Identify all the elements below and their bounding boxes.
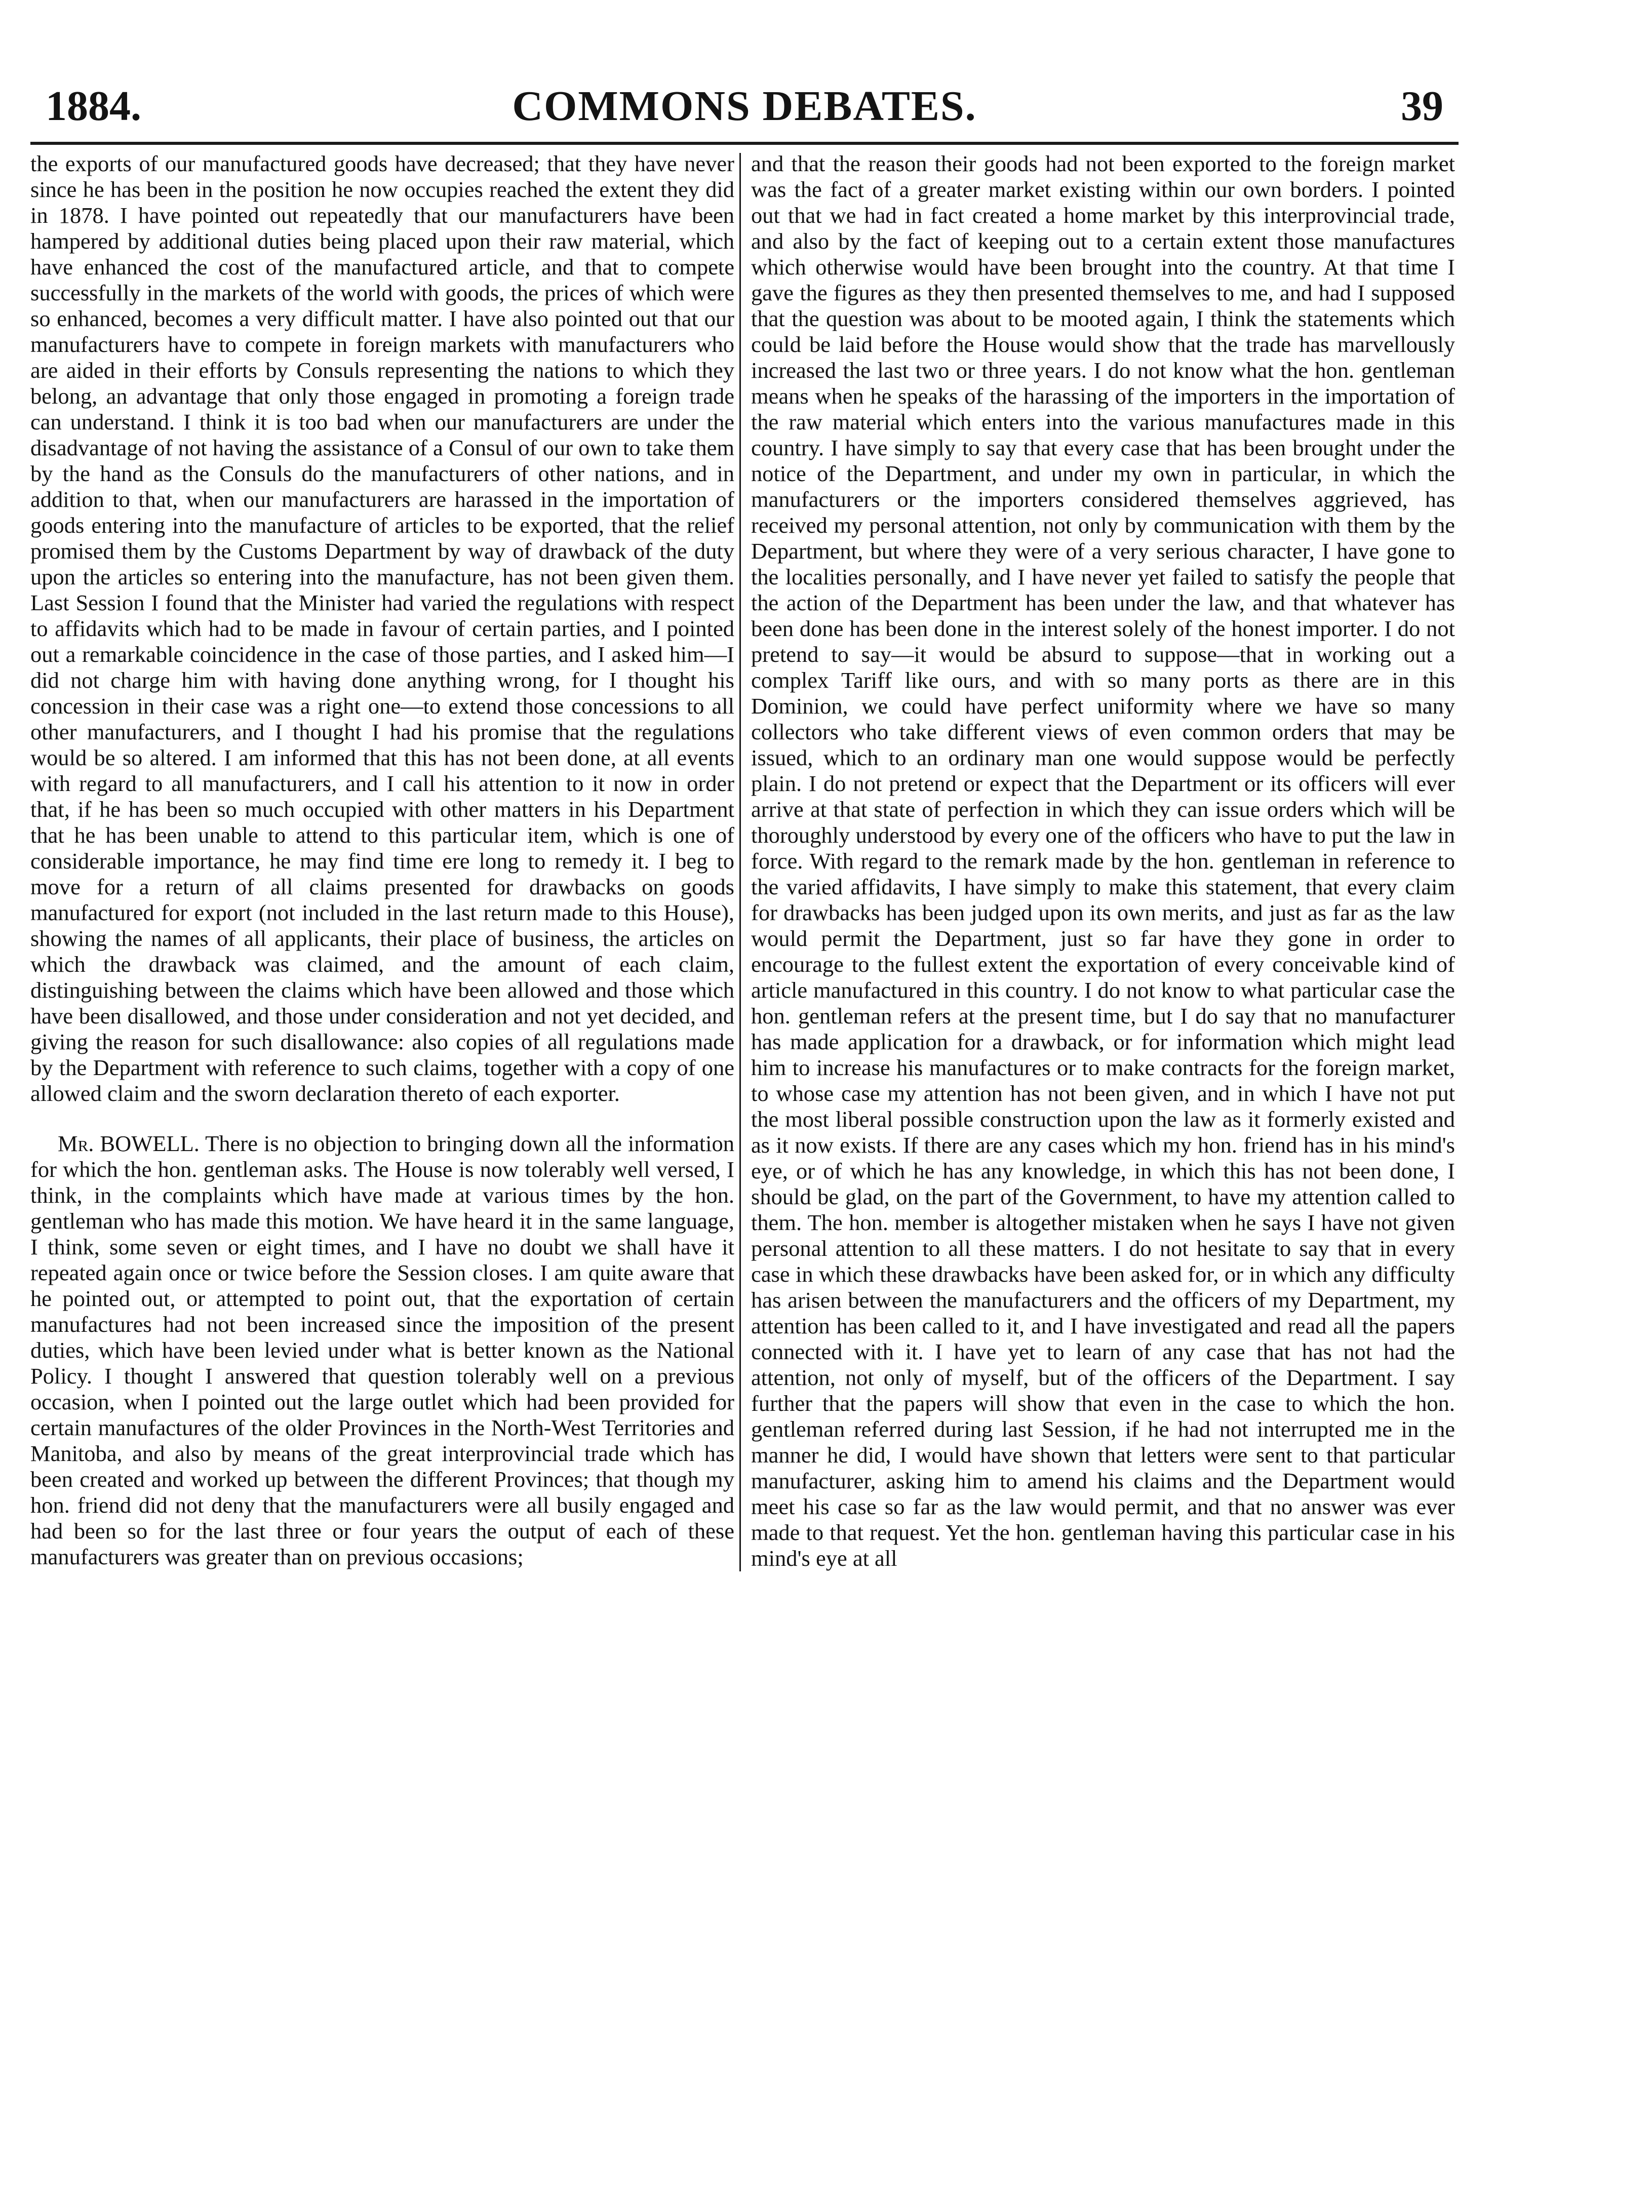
speech-text: There is no objection to bringing down all the information for which the hon. gentleman asks. The House is now tolerably well versed, I think, in the complaints which have made at various times by the hon. gentleman who has made this motion. We have heard it in the same language, I think, some seven or eight times, and I have no doubt we shall have it repeated again once or twice before the Session closes. I am quite aware that he pointed out, or attempted to point out, that the exportation of certain manufactures had not been increased since the imposition of the present duties, which have been levied under what is better known as the National Policy. I thought I answered that question tolerably well on a previous occasion, when I pointed out the large outlet which had been provided for certain manufactures of the older Provinces in the North-West Territories and Manitoba, and also by means of the great interprovincial trade which has been created and worked up between the different Provinces; that though my hon. friend did not deny that the manufacturers were all busily engaged and had been so for the last three or four years the output of each of these manufacturers was greater than on previous occasions; [30, 1131, 734, 1569]
speaker-name: Mr. BOWELL. [58, 1131, 200, 1156]
page-header [30, 76, 1459, 145]
left-paragraph-bowell [30, 1131, 734, 1570]
page-number: 39 [1401, 83, 1443, 130]
document-page [30, 76, 1459, 1571]
left-paragraph-motion: the exports of our manufactured goods have decreased; that they have never since he has been in the position he now occupies reached the extent they did in 1878. I have pointed out repeatedly that our manufacturers have been hampered by additional duties being placed upon their raw material, which have enhanced the cost of the manufactured article, and that to compete successfully in the markets of the world with goods, the prices of which were so enhanced, becomes a very difficult matter. I have also pointed out that our manufacturers have to compete in foreign markets with manufacturers who are aided in their efforts by Consuls representing the nations to which they belong, an advantage that only those engaged in promoting a foreign trade can understand. I think it is too bad when our manufacturers are under the disadvantage of not having the assistance of a Consul of our own to take them by the hand as the Consuls do the manufacturers of other nations, and in addition to that, when our manufacturers are harassed in the importation of goods entering into the manufacture of articles to be exported, that the relief promised them by the Customs Department by way of drawback of the duty upon the articles so entering into the manufacture, has not been given them. Last Session I found that the Minister had varied the regulations with respect to affidavits which had to be made in favour of certain parties, and I pointed out a remarkable coincidence in the case of those parties, and I asked him—I did not charge him with having done anything wrong, for I thought his concession in their case was a right one—to extend those concessions to all other manufacturers, and I thought I had his promise that the regulations would be so altered. I am informed that this has not been done, at all events with regard to all manufacturers, and I call his attention to it now in order that, if he has been so much occupied with other matters in his Department that he has been unable to attend to this particular item, which is one of considerable importance, he may find time ere long to remedy it. I beg to move for a return of all claims presented for drawbacks on goods manufactured for export (not included in the last return made to this House), showing the names of all applicants, their place of business, the articles on which the drawback was claimed, and the amount of each claim, distinguishing between the claims which have been allowed and those which have been disallowed, and those under consideration and not yet decided, and giving the reason for such disallowance: also copies of all regulations made by the Department with reference to such claims, together with a copy of one allowed claim and the sworn declaration thereto of each exporter. [30, 151, 734, 1106]
right-paragraph: and that the reason their goods had not been exported to the foreign market was the fact of a greater market existing within our own borders. I pointed out that we had in fact created a home market by this interprovincial trade, and also by the fact of keeping out to a certain extent those manufactures which otherwise would have been brought into the country. At that time I gave the figures as they then presented themselves to me, and had I supposed that the question was about to be mooted again, I think the statements which could be laid before the House would show that the trade has marvellously increased the last two or three years. I do not know what the hon. gentleman means when he speaks of the harassing of the importers in the importation of the raw material which enters into the various manufactures made in this country. I have simply to say that every case that has been brought under the notice of the Department, and under my own in particular, in which the manufacturers or the importers considered themselves aggrieved, has received my personal attention, not only by communication with them by the Department, but where they were of a very serious character, I have gone to the localities personally, and I have never yet failed to satisfy the people that the action of the Department has been under the law, and that whatever has been done has been done in the interest solely of the honest importer. I do not pretend to say—it would be absurd to suppose—that in working out a complex Tariff like ours, and with so many ports as there are in this Dominion, we could have perfect uniformity where we have so many collectors who take different views of even common orders that may be issued, which to an ordinary man one would suppose would be perfectly plain. I do not pretend or expect that the Department or its officers will ever arrive at that state of perfection in which they can issue orders which will be thoroughly understood by every one of the officers who have to put the law in force. With regard to the remark made by the hon. gentleman in reference to the varied affidavits, I have simply to make this statement, that every claim for drawbacks has been judged upon its own merits, and just as far as the law would permit the Department, just so far have they gone in order to encourage to the fullest extent the exportation of every conceivable kind of article manufactured in this country. I do not know to what particular case the hon. gentleman refers at the present time, but I do say that no manufacturer has made application for a drawback, or for information which might lead him to increase his manufactures or to make contracts for the foreign market, to whose case my attention has not been given, and in which I have not put the most liberal possible construction upon the law as it formerly existed and as it now exists. If there are any cases which my hon. friend has in his mind's eye, or of which he has any knowledge, in which this has not been done, I should be glad, on the part of the Government, to have my attention called to them. The hon. member is altogether mistaken when he says I have not given personal attention to all these matters. I do not hesitate to say that in every case in which these drawbacks have been asked for, or in which any difficulty has arisen between the manufacturers and the officers of my Department, my attention has been called to it, and I have investigated and read all the papers connected with it. I have yet to learn of any case that has not had the attention, not only of myself, but of the officers of the Department. I say further that the papers will show that even in the case to which the hon. gentleman referred during last Session, if he had not interrupted me in the manner he did, I would have shown that letters were sent to that particular manufacturer, asking him to amend his claims and the Department would meet his case so far as the law would permit, and that no answer was ever made to that request. Yet the hon. gentleman having this particular case in his mind's eye at all [751, 151, 1455, 1571]
header-year: 1884. [46, 83, 141, 130]
right-column [741, 151, 1455, 1571]
left-column [30, 151, 739, 1571]
header-title: COMMONS DEBATES. [512, 83, 977, 130]
text-columns [30, 151, 1459, 1571]
